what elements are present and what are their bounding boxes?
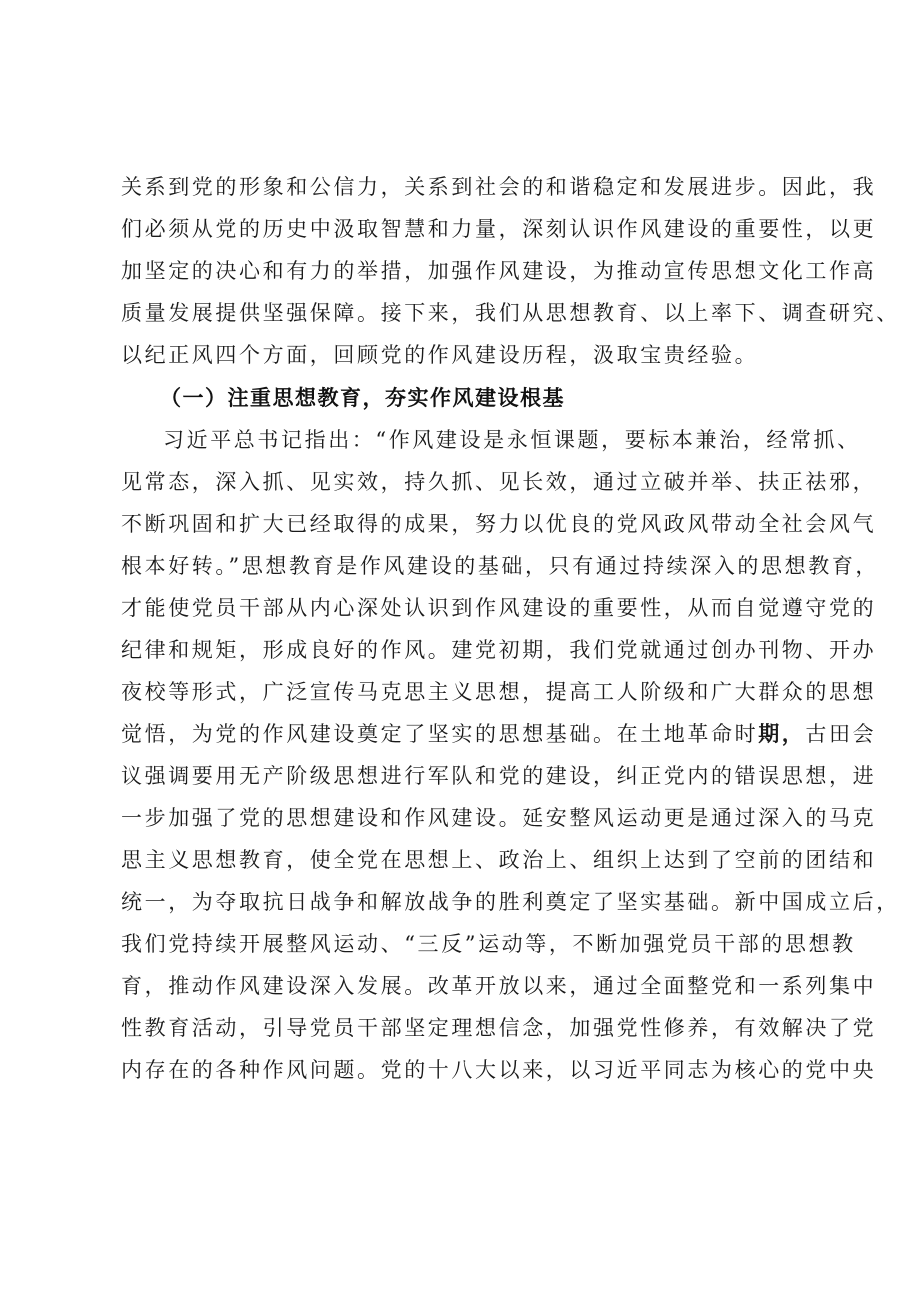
body-line-12: 统一，为夺取抗日战争和解放战争的胜利奠定了坚实基础。新中国成立后，	[121, 890, 900, 914]
section-heading: （一）注重思想教育，夯实作风建设根基	[160, 386, 565, 410]
body-line-5: 才能使党员干部从内心深处认识到作风建设的重要性，从而自觉遵守党的	[121, 596, 877, 620]
body-line-8	[121, 719, 877, 749]
body-line-9: 议强调要用无产阶级思想进行军队和党的建设，纠正党内的错误思想，进	[121, 764, 877, 788]
body-line-6: 纪律和规矩，形成良好的作风。建党初期，我们党就通过创办刊物、开办	[121, 638, 877, 662]
body-line-11: 思主义思想教育，使全党在思想上、政治上、组织上达到了空前的团结和	[121, 848, 877, 872]
body-line-13: 我们党持续开展整风运动、“三反”运动等，不断加强党员干部的思想教	[121, 932, 856, 956]
body-line-7: 夜校等形式，广泛宣传马克思主义思想，提高工人阶级和广大群众的思想	[121, 680, 877, 704]
body-line-8-end: 古田会	[805, 722, 877, 746]
bold-emphasis-char: 期，	[758, 722, 806, 746]
intro-line-3: 加坚定的决心和有力的举措，加强作风建设，为推动宣传思想文化工作高	[121, 259, 877, 283]
intro-line-5: 以纪正风四个方面，回顾党的作风建设历程，汲取宝贵经验。	[121, 343, 759, 367]
body-line-15: 性教育活动，引导党员干部坚定理想信念，加强党性修养，有效解决了党	[121, 1016, 877, 1040]
body-line-8-start: 觉悟，为党的作风建设奠定了坚实的思想基础。在土地革命时	[121, 722, 759, 746]
body-line-2: 见常态，深入抓、见实效，持久抓、见长效，通过立破并举、扶正祛邪，	[121, 470, 877, 494]
intro-line-4: 质量发展提供坚强保障。接下来，我们从思想教育、以上率下、调查研究、	[121, 301, 900, 325]
body-line-3: 不断巩固和扩大已经取得的成果，努力以优良的党风政风带动全社会风气	[121, 512, 877, 536]
body-line-16: 内存在的各种作风问题。党的十八大以来，以习近平同志为核心的党中央	[121, 1058, 877, 1082]
body-line-1: 习近平总书记指出：“作风建设是永恒课题，要标本兼治，经常抓、	[163, 428, 861, 452]
intro-line-1: 关系到党的形象和公信力，关系到社会的和谐稳定和发展进步。因此，我	[121, 175, 877, 199]
body-line-4: 根本好转。”思想教育是作风建设的基础，只有通过持续深入的思想教育，	[121, 554, 880, 578]
body-line-10: 一步加强了党的思想建设和作风建设。延安整风运动更是通过深入的马克	[121, 806, 877, 830]
intro-line-2: 们必须从党的历史中汲取智慧和力量，深刻认识作风建设的重要性，以更	[121, 217, 877, 241]
body-line-14: 育，推动作风建设深入发展。改革开放以来，通过全面整党和一系列集中	[121, 974, 877, 998]
